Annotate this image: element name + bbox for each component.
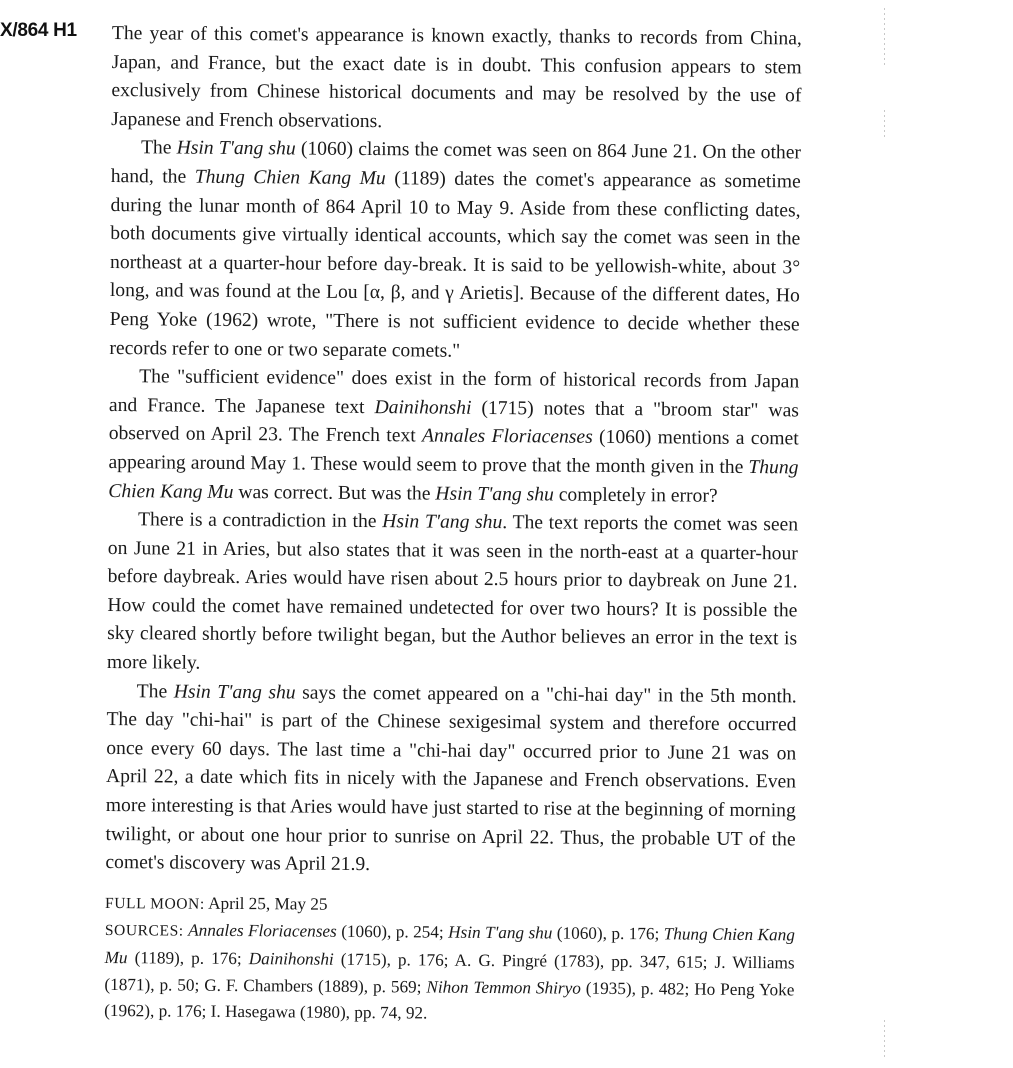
paragraph-4 — [107, 506, 798, 683]
paragraph-3-text-8: completely in error? — [553, 483, 718, 507]
notes-section — [104, 890, 795, 1030]
paragraph-2-text-0: The — [140, 137, 177, 159]
paragraph-4-text-2: . The text reports the comet was seen on June 21 in Aries, but also states that it was seen in the north-east at a quarter-hour before daybreak. Aries would have risen about 2.5 hours prior to daybreak on June 21. How could the comet have remained undetected for over two hours? It is possible the sky cleared shortly before twilight began, but the Author believes an error in the text is more likely. — [106, 512, 799, 674]
source-text-2: (1060), p. 254; — [336, 922, 449, 943]
source-title-5: Thung Chien Kang Mu — [104, 924, 795, 968]
sources-text — [104, 921, 795, 1023]
paragraph-2-text-2: (1060) claims the comet was seen on 864 June 21. On the other hand, the — [110, 138, 802, 188]
paragraph-2-title-1: Hsin T'ang shu — [176, 137, 296, 160]
scan-margin-mark — [884, 8, 885, 68]
paragraph-3 — [108, 363, 799, 511]
source-text-10: (1935), p. 482; Ho Peng Yoke (1962), p. 176; I. Hasegawa (1980), pp. 74, 92. — [104, 978, 795, 1023]
paragraph-1-text-0: The year of this comet's appearance is known exactly, thanks to records from China, Japan, and France, but the exact date is in doubt. This confusion appears to stem exclusively from Chinese historical documents and may be resolved by the use of Japanese and French observations. — [111, 22, 802, 132]
body-text — [104, 20, 802, 1030]
source-title-1: Annales Floriacenses — [188, 921, 337, 942]
paragraph-3-text-0: The "sufficient evidence" does exist in the form of historical records from Japan and France. The Japanese text — [108, 366, 800, 418]
scan-margin-mark — [884, 110, 885, 140]
sources-line — [104, 917, 795, 1030]
source-text-6: (1189), p. 176; — [127, 948, 249, 969]
source-text-4: (1060), p. 176; — [552, 923, 664, 944]
paragraph-4-title-1: Hsin T'ang shu — [382, 511, 503, 534]
paragraph-3-text-2: (1715) notes that a "broom star" was observed on April 23. The French text — [108, 397, 800, 447]
paragraph-3-title-3: Annales Floriacenses — [421, 425, 593, 449]
paragraph-5-title-1: Hsin T'ang shu — [173, 681, 296, 704]
paragraph-2 — [109, 134, 801, 368]
paragraph-2-title-3: Thung Chien Kang Mu — [194, 166, 386, 190]
full-moon-label: FULL MOON: — [104, 894, 205, 913]
paragraph-3-text-4: (1060) mentions a comet appearing around May 1. These would seem to prove that the month given in the — [108, 427, 799, 478]
comet-entry-id: X/864 H1 — [0, 20, 77, 41]
full-moon-value: April 25, May 25 — [204, 893, 328, 914]
paragraph-5 — [105, 678, 797, 884]
paragraph-1 — [111, 20, 802, 140]
paragraph-2-text-4: (1189) dates the comet's appearance as sometime during the lunar month of 864 April 10 to May 9. Aside from these conflicting dates, both documents give virtually identical accounts, which say the comet was seen in the northeast at a quarter-hour before day-break. It is said to be yellowish-white, about 3° long, and was found at the Lou [α, β, and γ Arietis]. Because of the different dates, Ho Peng Yoke (1962) wrote, "There is not sufficient evidence to decide whether these records refer to one or two separate comets." — [109, 168, 801, 362]
paragraph-3-title-5: Thung Chien Kang Mu — [108, 456, 799, 503]
source-title-3: Hsin T'ang shu — [448, 923, 553, 943]
paragraph-4-text-0: There is a contradiction in the — [137, 509, 383, 533]
paragraph-3-title-1: Dainihonshi — [374, 396, 472, 419]
paragraph-5-text-0: The — [136, 680, 174, 703]
sources-label: SOURCES: — [104, 922, 184, 940]
source-text-8: (1715), p. 176; A. G. Pingré (1783), pp. 347, 615; J. Williams (1871), p. 50; G. F. Chambers (1889), p. 569; — [104, 949, 795, 997]
scan-margin-mark — [884, 1020, 885, 1060]
paragraph-3-title-7: Hsin T'ang shu — [435, 483, 554, 505]
source-title-7: Dainihonshi — [248, 949, 334, 969]
source-title-9: Nihon Temmon Shiryo — [426, 977, 581, 998]
paragraph-5-text-2: says the comet appeared on a "chi-hai day" in the 5th month. The day "chi-hai" is part of the Chinese sexigesimal system and therefore occurred once every 60 days. The last time a "chi-hai day" occurred prior to June 21 was on April 22, a date which fits in nicely with the Japanese and French observations. Even more interesting is that Aries would have just started to rise at the beginning of morning twilight, or about one hour prior to sunrise on April 22. Thus, the probable UT of the comet's discovery was April 21.9. — [105, 682, 797, 876]
paragraph-3-text-6: was correct. But was the — [233, 481, 436, 505]
